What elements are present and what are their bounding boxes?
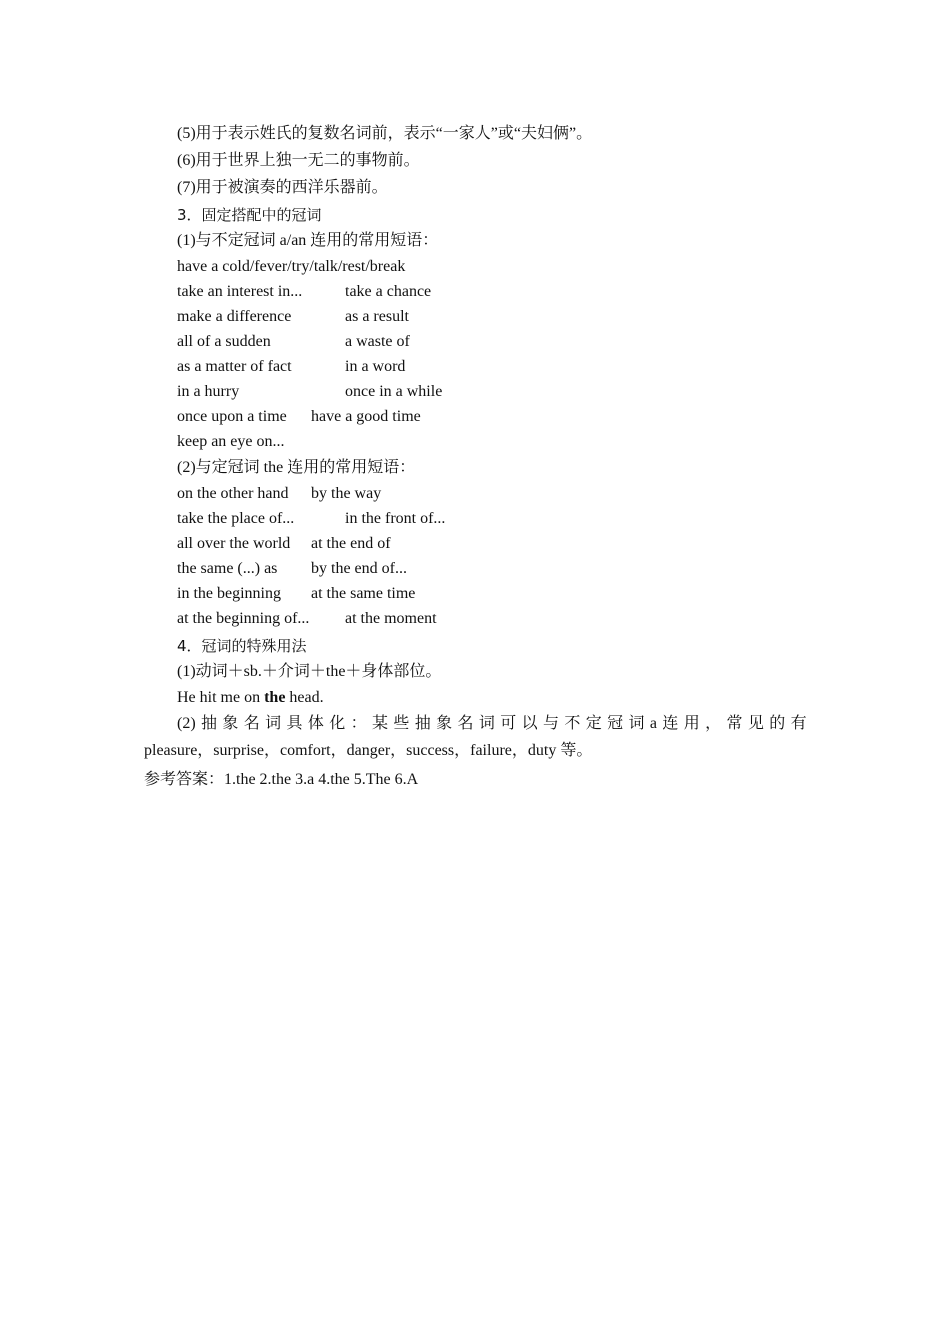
justified-char: 的: [769, 715, 786, 732]
justified-char: 化: [329, 715, 346, 732]
section-4-sub-2-line-2: pleasure，surprise，comfort，danger，success，failure，duty 等。: [144, 742, 593, 759]
justified-char: 用: [683, 715, 700, 732]
phrase-the-left: in the beginning: [177, 585, 281, 602]
phrase-a-left: take an interest in...: [177, 283, 303, 300]
phrase-the-left: on the other hand: [177, 485, 289, 502]
justified-char: 词: [478, 715, 495, 732]
justified-char: 抽: [414, 715, 431, 732]
phrase-a-left: in a hurry: [177, 383, 240, 400]
justified-char: 些: [393, 715, 410, 732]
justified-char: 可: [500, 715, 517, 732]
justified-char: ，: [705, 715, 722, 732]
justified-char: 某: [372, 715, 389, 732]
justified-char: 连: [662, 715, 679, 732]
phrase-the-right: by the way: [311, 485, 382, 502]
justified-char: 定: [585, 715, 602, 732]
justified-char: ：: [350, 715, 367, 732]
justified-char: a: [649, 715, 657, 732]
justified-char: 有: [790, 715, 807, 732]
phrase-a-left: all of a sudden: [177, 333, 271, 350]
justified-char: 词: [265, 715, 282, 732]
phrase-the-right: in the front of...: [345, 510, 446, 527]
justified-char: 以: [521, 715, 538, 732]
phrase-a-right: take a chance: [345, 283, 432, 300]
section-3-heading: 3．固定搭配中的冠词: [177, 206, 322, 224]
justified-char: 象: [436, 715, 453, 732]
phrase-the-right: by the end of...: [311, 560, 407, 577]
phrase-a-left: make a difference: [177, 308, 292, 325]
rule-7: (7)用于被演奏的西洋乐器前。: [177, 179, 388, 196]
phrase-the-left: all over the world: [177, 535, 291, 552]
phrase-a-left: as a matter of fact: [177, 358, 292, 375]
justified-char: 见: [747, 715, 764, 732]
answer-key: 参考答案：1.the 2.the 3.a 4.the 5.The 6.A: [144, 771, 419, 788]
justified-char: 体: [307, 715, 324, 732]
phrase-a-right: as a result: [345, 308, 409, 325]
justified-char: 与: [543, 715, 560, 732]
section-3-sub-1: (1)与不定冠词 a/an 连用的常用短语：: [177, 232, 439, 249]
phrase-a-line-1: have a cold/fever/try/talk/rest/break: [177, 258, 406, 275]
phrase-the-right: at the same time: [311, 585, 416, 602]
justified-char: 常: [726, 715, 743, 732]
justified-char: 具: [286, 715, 303, 732]
phrase-the-right: at the end of: [311, 535, 391, 552]
justified-char: 象: [222, 715, 239, 732]
section-3-sub-2: (2)与定冠词 the 连用的常用短语：: [177, 459, 416, 476]
example-text-pre: He hit me on: [177, 689, 265, 706]
phrase-a-left: once upon a time: [177, 408, 287, 425]
phrase-the-left: take the place of...: [177, 510, 295, 527]
phrase-the-left: at the beginning of...: [177, 610, 310, 627]
phrase-a-right: once in a while: [345, 383, 443, 400]
phrase-a-right: a waste of: [345, 333, 410, 350]
justified-char: 冠: [607, 715, 624, 732]
phrase-a-right: have a good time: [311, 408, 421, 425]
justified-char: 不: [564, 715, 581, 732]
section-4-heading: 4．冠词的特殊用法: [177, 637, 307, 655]
example-emphasis: the: [264, 689, 286, 706]
section-4-sub-2-line-1: [177, 714, 807, 734]
justified-char: 名: [243, 715, 260, 732]
rule-5: (5)用于表示姓氏的复数名词前，表示“一家人”或“夫妇俩”。: [177, 125, 593, 142]
justified-char: (2): [177, 715, 196, 732]
example-sentence: [177, 688, 324, 708]
rule-6: (6)用于世界上独一无二的事物前。: [177, 152, 420, 169]
justified-char: 抽: [201, 715, 218, 732]
justified-char: 名: [457, 715, 474, 732]
phrase-the-left: the same (...) as: [177, 560, 278, 577]
justified-char: 词: [628, 715, 645, 732]
section-4-sub-1: (1)动词＋sb.＋介词＋the＋身体部位。: [177, 663, 442, 680]
phrase-a-last: keep an eye on...: [177, 433, 285, 450]
phrase-a-right: in a word: [345, 358, 406, 375]
phrase-the-right: at the moment: [345, 610, 437, 627]
example-text-post: head.: [285, 689, 324, 706]
